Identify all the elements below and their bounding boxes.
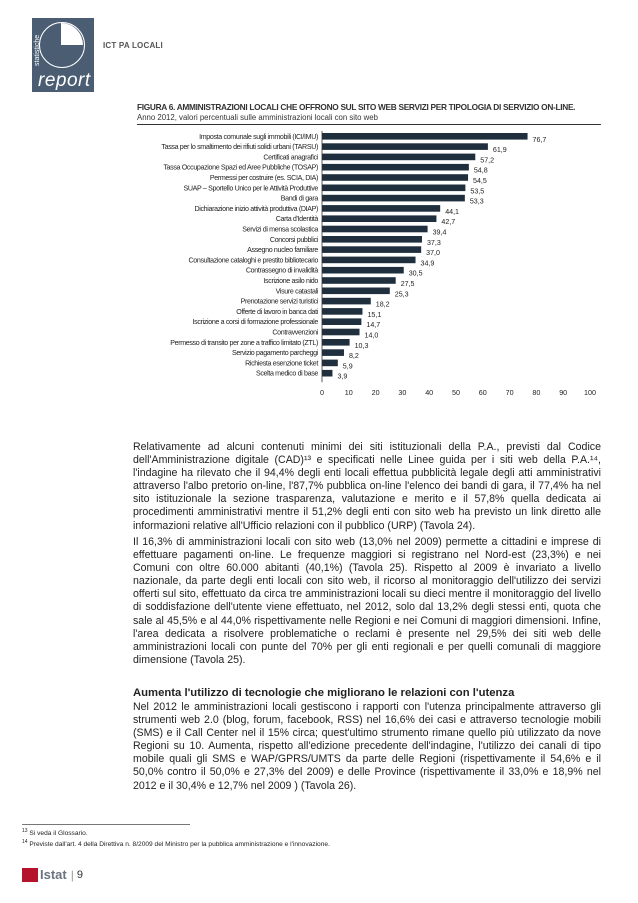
bar (322, 349, 344, 356)
footnote-text: Si veda il Glossario. (29, 830, 88, 838)
value-label: 42,7 (441, 218, 456, 227)
x-tick-label: 60 (478, 388, 487, 398)
bar (322, 298, 371, 305)
bar (322, 215, 436, 222)
footnote-number: 14 (22, 839, 28, 845)
category-label: Dichiarazione inizio attività produttiva (DIAP) (194, 204, 318, 213)
x-tick-label: 30 (398, 388, 407, 398)
istat-brand: Istat (40, 867, 67, 883)
category-label: Visure catastali (275, 287, 318, 296)
value-label: 76,7 (532, 135, 547, 144)
x-tick-label: 100 (584, 388, 596, 398)
bar (322, 226, 428, 233)
category-label: Assegno nucleo familiare (247, 246, 318, 255)
bar (322, 185, 465, 192)
footnote-14 (22, 839, 330, 848)
bar (322, 246, 421, 253)
category-label: Bandi di gara (280, 194, 318, 203)
category-label: Permessi per costruire (es. SCIA, DIA) (209, 174, 318, 182)
category-label: Permesso di transito per zone a traffico limitato (ZTL) (170, 338, 318, 347)
bar-chart (0, 0, 638, 420)
section-header: ICT PA LOCALI (103, 41, 163, 50)
bar (322, 277, 396, 284)
bar (322, 164, 469, 171)
footer (22, 866, 83, 884)
value-label: 18,2 (375, 300, 390, 309)
value-label: 5,9 (342, 362, 353, 371)
figure-title: FIGURA 6. AMMINISTRAZIONI LOCALI CHE OFFRONO SUL SITO WEB SERVIZI PER TIPOLOGIA DI SERVIZIO ON-LINE. (137, 102, 576, 112)
category-label: Prenotazione servizi turistici (240, 297, 318, 306)
category-label: SUAP – Sportello Unico per le Attività Produttive (183, 184, 318, 193)
x-tick-label: 10 (344, 388, 353, 398)
bar (322, 308, 362, 315)
value-label: 27,5 (400, 280, 415, 288)
value-label: 57,2 (480, 156, 495, 165)
bar (322, 318, 361, 325)
figure-subtitle: Anno 2012, valori percentuali sulle amministrazioni locali con sito web (137, 113, 378, 122)
category-label: Offerte di lavoro in banca dati (236, 307, 318, 316)
category-label: Concorsi pubblici (269, 235, 318, 244)
x-tick-label: 40 (425, 388, 434, 398)
footer-separator: | (70, 867, 74, 882)
x-tick-label: 70 (505, 388, 514, 398)
value-label: 8,2 (348, 352, 359, 361)
bar (322, 370, 332, 377)
value-label: 30,5 (408, 269, 423, 278)
bar (322, 205, 440, 212)
section-title: Aumenta l'utilizzo di tecnologie che migliorano le relazioni con l'utenza (133, 687, 515, 699)
category-label: Consultazione cataloghi e prestito bibliotecario (188, 256, 318, 265)
value-label: 53,3 (469, 197, 484, 206)
bar (322, 329, 360, 336)
category-label: Contravvenzioni (272, 328, 318, 337)
value-label: 14,7 (366, 321, 381, 330)
category-label: Servizio pagamento parcheggi (231, 349, 318, 358)
bar (322, 143, 488, 150)
istat-logo-mark (22, 868, 38, 882)
value-label: 34,9 (420, 259, 435, 268)
x-tick-label: 90 (559, 388, 568, 398)
category-label: Certificati anagrafici (263, 153, 318, 162)
footnote-text: Previste dall'art. 4 della Direttiva n. 8/2009 del Ministro per la pubblica amministrazione e l'innovazione. (29, 841, 330, 849)
section-body: Nel 2012 le amministrazioni locali gestiscono i rapporti con l'utenza principalmente attraverso gli strumenti web 2.0 (blog, forum, facebook, RSS) nel 16,6% dei casi e attraverso tecnologie mobili (SMS) e il Call Center nel il 15% circa; quest'ultimo strumento rimane quello più utilizzato da nove Regioni su 10. Aumenta, rispetto all'edizione precedente dell'indagine, l'utilizzo dei canali di tipo mobile quali gli SMS e WAP/GPRS/UMTS da parte delle Regioni (rispettivamente il 54,6% e il 50,0% contro il 50,0% e 27,3% del 2009) e delle Province (rispettivamente il 33,0% e 18,9% nel 2012 e il 30,4% e 12,7% nel 2009 ) (Tavola 26). (133, 701, 601, 792)
category-label: Richiesta esenzione ticket (245, 359, 318, 368)
footnote-number: 13 (22, 828, 28, 834)
logo-series-label: statistiche (34, 34, 41, 66)
x-tick-label: 80 (532, 388, 541, 398)
value-label: 54,8 (473, 166, 488, 175)
paragraph-1: Relativamente ad alcuni contenuti minimi dei siti istituzionali della P.A., previsti dal Codice dell'Amministrazione digitale (CAD)¹³ e specificati nelle Linee guida per i siti web della P.A.¹⁴, l'indagine ha rilevato che il 94,4% degli enti locali effettua pubblicità legale degli atti amministrativi attraverso l'albo pretorio on-line, l'87,7% pubblica on-line l'elenco dei bandi di gara, il 77,4% ha nel sito istituzionale la sezione trasparenza, valutazione e merito e il 57,8% quella dedicata ai procedimenti amministrativi mentre il 51,2% degli enti con sito web ha previsto un link diretto alle informazioni relative all'Ufficio relazioni con il pubblico (URP) (Tavola 24). (133, 441, 601, 532)
bar (322, 174, 468, 181)
value-label: 10,3 (354, 341, 369, 350)
bar (322, 288, 390, 295)
value-label: 14,0 (364, 331, 379, 340)
value-label: 44,1 (445, 207, 460, 216)
category-label: Imposta comunale sugli immobili (ICI/IMU) (199, 132, 318, 141)
bar (322, 133, 528, 140)
value-label: 54,5 (473, 177, 487, 185)
value-label: 39,4 (432, 228, 447, 237)
value-label: 61,9 (492, 146, 507, 155)
x-tick-label: 20 (371, 388, 380, 398)
x-tick-label: 50 (452, 388, 460, 398)
category-label: Servizi di mensa scolastica (242, 225, 318, 234)
value-label: 37,3 (426, 238, 441, 247)
value-label: 25,3 (394, 290, 409, 299)
bar (322, 195, 465, 202)
category-label: Iscrizione asilo nido (263, 277, 318, 285)
category-label: Contrassegno di invalidità (245, 266, 318, 275)
bar (322, 154, 475, 161)
bar (322, 360, 338, 367)
category-label: Scelta medico di base (255, 369, 318, 378)
category-label: Tassa Occupazione Spazi ed Aree Pubbliche (TOSAP) (163, 163, 318, 172)
category-label: Tassa per lo smaltimento dei rifiuti solidi urbani (TARSU) (161, 143, 318, 152)
page-number: 9 (76, 868, 83, 881)
bar (322, 267, 404, 274)
x-tick-label: 0 (320, 388, 324, 398)
logo-report-label: report (38, 70, 91, 91)
value-label: 3,9 (337, 372, 348, 381)
value-label: 53,5 (470, 187, 485, 196)
category-label: Iscrizione a corsi di formazione professionale (192, 318, 318, 327)
bar (322, 257, 416, 264)
bar (322, 339, 350, 346)
value-label: 15,1 (367, 310, 382, 319)
paragraph-2: Il 16,3% di amministrazioni locali con sito web (13,0% nel 2009) permette a cittadini e imprese di effettuare pagamenti on-line. Le frequenze maggiori si registrano nel Nord-est (23,3%) e nei Comuni con oltre 60.000 abitanti (40,1%) (Tavola 25). Rispetto al 2009 è invariato a livello nazionale, da parte degli enti locali con sito web, il ricorso al monitoraggio dell'utilizzo dei servizi offerti sul sito, effettuato da circa tre amministrazioni locali su dieci mentre il monitoraggio del livello di soddisfazione dell'utente viene effettuato, nel 2012, solo dal 13,2% degli stessi enti, quota che sale al 45,5% e al 44,0% rispettivamente nelle Regioni e nei Comuni di maggiori dimensioni. Infine, l'area dedicata a risolvere problematiche o reclami è presente nel 29,5% dei siti web delle amministrazioni locali con punte del 70% per gli enti regionali e per quelli comunali di maggiore dimensione (Tavola 25). (133, 536, 601, 666)
value-label: 37,0 (426, 249, 440, 258)
footnote-13 (22, 828, 88, 837)
bar (322, 236, 422, 243)
category-label: Carta d'Identità (275, 215, 318, 224)
footnote-rule (22, 824, 190, 825)
